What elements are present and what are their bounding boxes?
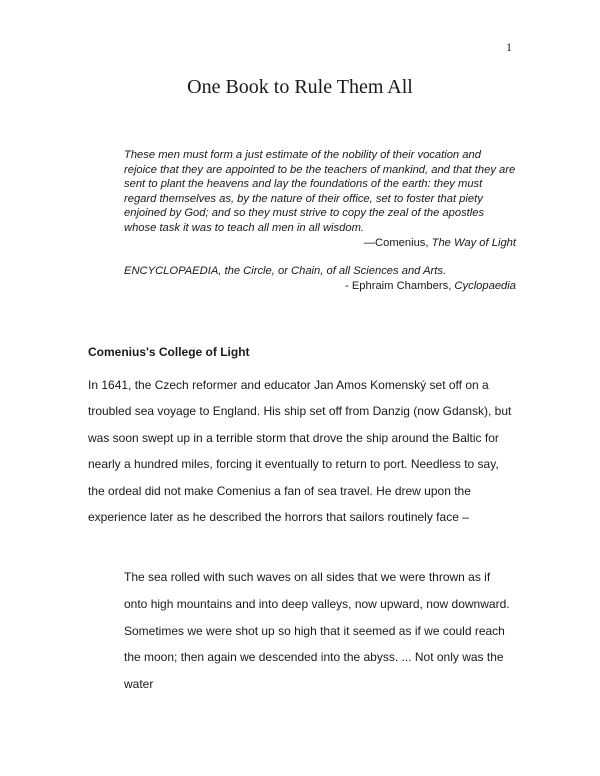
epigraph-comenius bbox=[124, 148, 516, 250]
epigraph-quote: ENCYCLOPAEDIA, the Circle, or Chain, of all Sciences and Arts. bbox=[124, 265, 447, 278]
attribution-work: Cyclopaedia bbox=[454, 279, 516, 292]
page-title: One Book to Rule Them All bbox=[187, 76, 413, 98]
section-heading: Comenius's College of Light bbox=[88, 345, 250, 359]
epigraph-chambers bbox=[124, 264, 516, 293]
epigraphs bbox=[124, 148, 516, 293]
body-paragraph: In 1641, the Czech reformer and educator Jan Amos Komenský set off on a troubled sea voyage to England. His ship set off from Danzig (now Gdansk), but was soon swept up in a terrible storm that drove the ship around the Baltic for nearly a hundred miles, forcing it eventually to return to port. Needless to say, the ordeal did not make Comenius a fan of sea travel. He drew upon the experience later as he described the horrors that sailors routinely face – bbox=[88, 378, 512, 525]
epigraph-attribution bbox=[124, 279, 516, 294]
page-number: 1 bbox=[506, 40, 512, 54]
epigraph-attribution bbox=[124, 236, 516, 251]
attribution-author: —Comenius, bbox=[363, 236, 432, 249]
attribution-author: - Ephraim Chambers, bbox=[344, 279, 455, 292]
attribution-work: The Way of Light bbox=[431, 236, 516, 249]
epigraph-quote: These men must form a just estimate of the nobility of their vocation and rejoice that they are appointed to be the teachers of mankind, and that they are sent to plant the heavens and lay the foundations of the earth: they must regard themselves as, by the nature of their office, set to foster that piety enjoined by God; and so they must strive to copy the zeal of the apostles whose task it was to teach all men in all wisdom. bbox=[124, 149, 516, 234]
block-quote: The sea rolled with such waves on all sides that we were thrown as if onto high mountains and into deep valleys, now upward, now downward. Sometimes we were shot up so high that it seemed as if we could reach the moon; then again we descended into the abyss. ... Not only was the water bbox=[124, 570, 510, 692]
